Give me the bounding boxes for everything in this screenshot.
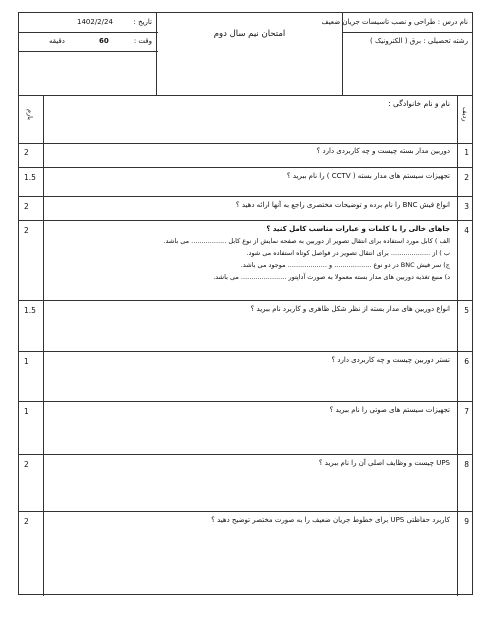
question-text: کاربرد حفاظتی UPS برای خطوط جریان ضعیف را به صورت مختصر توضیح دهید ؟ <box>211 516 450 524</box>
date-time-cell <box>19 13 158 95</box>
question-text: تستر دوربین چیست و چه کاربردی دارد ؟ <box>331 356 450 364</box>
question-number: 4 <box>464 226 469 235</box>
question-row <box>19 352 472 402</box>
question-score: 2 <box>24 226 29 235</box>
exam-title: امتحان نیم سال دوم <box>213 29 286 39</box>
question-row <box>19 301 472 352</box>
row-label: ردیف <box>461 107 469 122</box>
title-cell <box>156 13 342 95</box>
student-name-label: نام و نام خانوادگی : <box>388 99 450 108</box>
question-row <box>19 143 472 168</box>
question-text: تجهیزات سیستم های صوتی را نام ببرید ؟ <box>329 406 450 414</box>
question-row <box>19 512 472 596</box>
time-unit: دقیقه <box>49 37 65 45</box>
question-score: 2 <box>24 148 29 157</box>
score-column-header <box>19 95 44 143</box>
question-row <box>19 168 472 197</box>
exam-header <box>19 13 472 96</box>
question-text: دوربین مدار بسته چیست و چه کاربردی دارد ؟ <box>316 147 450 155</box>
fill-blank-d: د) منبع تغذیه دوربین های مدار بسته معمولا به صورت آداپتور ...................... می باشد. <box>213 273 450 281</box>
question-score: 2 <box>24 460 29 469</box>
course-name: نام درس : طراحی و نصب تاسیسات جریان ضعیف <box>321 18 468 26</box>
question-number: 9 <box>464 517 469 526</box>
question-score: 2 <box>24 202 29 211</box>
date-label: تاریخ : <box>133 18 152 26</box>
question-text: جاهای خالی را با کلمات و عبارات مناسب کامل کنید ؟ <box>266 225 450 233</box>
question-number: 8 <box>464 460 469 469</box>
question-row <box>19 197 472 221</box>
question-text: انواع فیش BNC را نام برده و توضیحات مختصری راجع به آنها ارائه دهید ؟ <box>235 201 450 209</box>
score-label: بارم <box>26 109 34 120</box>
question-number: 5 <box>464 306 469 315</box>
question-row <box>19 221 472 301</box>
question-score: 2 <box>24 517 29 526</box>
question-row <box>19 455 472 512</box>
question-score: 1.5 <box>24 306 36 315</box>
student-name-row <box>19 95 472 144</box>
time-value: 60 <box>99 37 109 45</box>
time-label: وقت : <box>133 37 152 45</box>
fill-blank-c: ج) سر فیش BNC در دو نوع .................. و ................... موجود می باشد. <box>240 261 450 269</box>
field-name: رشته تحصیلی : برق ( الکترونیک ) <box>370 37 468 45</box>
question-number: 7 <box>464 407 469 416</box>
question-number: 6 <box>464 357 469 366</box>
question-number: 3 <box>464 202 469 211</box>
exam-sheet <box>18 12 473 595</box>
fill-blank-b: ب ) از ................... برای انتقال تصویر در فواصل کوتاه استفاده می شود. <box>246 249 450 257</box>
fill-blank-a: الف ) کابل مورد استفاده برای انتقال تصویر از دوربین به صفحه نمایش از نوع کابل ................. می باشد. <box>163 237 450 245</box>
question-number: 1 <box>464 148 469 157</box>
question-text: انواع دوربین های مدار بسته از نظر شکل ظاهری و کاربرد نام ببرید ؟ <box>250 305 450 313</box>
question-score: 1 <box>24 357 29 366</box>
date-value: 1402/2/24 <box>77 18 113 26</box>
course-info-cell <box>321 13 472 95</box>
question-score: 1.5 <box>24 173 36 182</box>
question-row <box>19 402 472 455</box>
question-text: تجهیزات سیستم های مدار بسته ( CCTV ) را نام ببرید ؟ <box>286 172 450 180</box>
row-column-header <box>457 95 472 143</box>
question-number: 2 <box>464 173 469 182</box>
question-text: UPS چیست و وظایف اصلی آن را نام ببرید ؟ <box>318 459 450 467</box>
question-score: 1 <box>24 407 29 416</box>
